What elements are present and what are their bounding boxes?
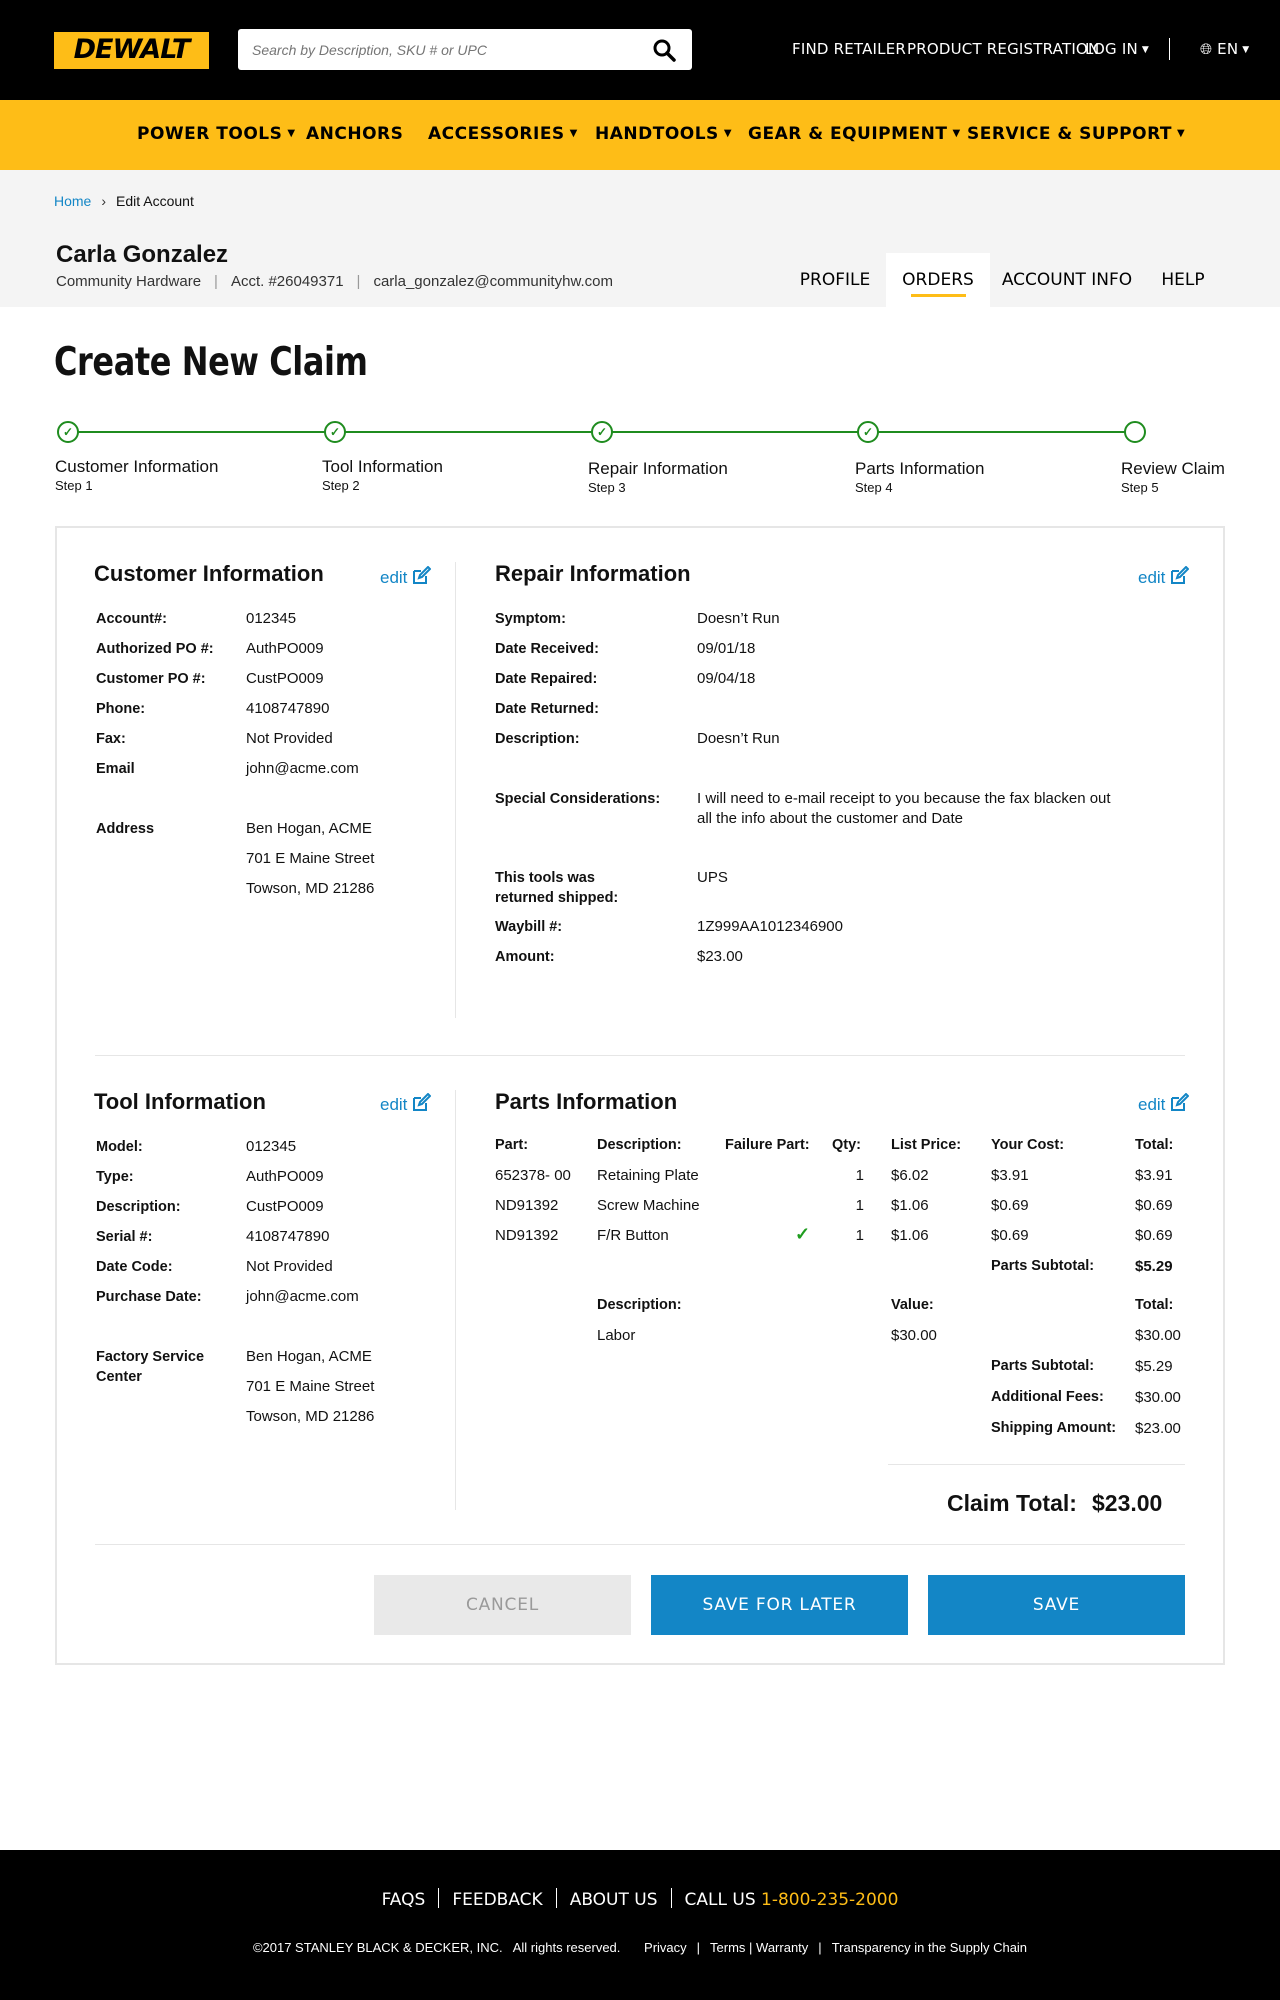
part-description: Retaining Plate (597, 1167, 699, 1184)
field-value: john@acme.com (246, 1288, 359, 1305)
field-label: Amount: (495, 949, 555, 965)
address-line: Towson, MD 21286 (246, 1408, 375, 1425)
account-company: Community Hardware (56, 273, 202, 290)
address-line: Towson, MD 21286 (246, 880, 375, 897)
field-value: 4108747890 (246, 700, 330, 717)
cancel-button[interactable]: CANCEL (374, 1575, 631, 1635)
account-meta (56, 273, 613, 290)
field-value: Doesn’t Run (697, 730, 780, 747)
labor-col-total: Total: (1135, 1297, 1174, 1313)
footer-phone-link[interactable]: 1-800-235-2000 (761, 1890, 899, 1910)
step-3-check-icon[interactable]: ✓ (591, 421, 613, 443)
address-line: 701 E Maine Street (246, 850, 375, 867)
field-label: Type: (96, 1169, 134, 1185)
part-qty: 1 (855, 1197, 864, 1214)
field-label: Purchase Date: (96, 1289, 202, 1305)
field-value: 09/04/18 (697, 670, 756, 687)
failure-check-icon: ✓ (795, 1224, 811, 1244)
step-3-label: Repair Information (588, 459, 728, 478)
edit-parts-link[interactable]: edit (1138, 1093, 1189, 1115)
account-email: carla_gonzalez@communityhw.com (373, 273, 613, 290)
chevron-down-icon: ▼ (723, 128, 733, 139)
step-4-label: Parts Information (855, 459, 985, 478)
part-list-price: $1.06 (891, 1227, 929, 1244)
col-list-price: List Price: (891, 1137, 962, 1153)
footer-links (0, 1888, 1280, 1910)
product-registration-link[interactable]: PRODUCT REGISTRATION (907, 40, 1100, 58)
edit-repair-link[interactable]: edit (1138, 566, 1189, 588)
field-label: Serial #: (96, 1229, 153, 1245)
save-for-later-button[interactable]: SAVE FOR LATER (651, 1575, 908, 1635)
nav-anchors[interactable]: ANCHORS (306, 124, 404, 144)
field-label: Factory Service (96, 1349, 205, 1365)
part-qty: 1 (855, 1227, 864, 1244)
total-divider (888, 1464, 1185, 1465)
col-your-cost: Your Cost: (991, 1137, 1065, 1153)
nav-accessories[interactable]: ACCESSORIES ▼ (428, 124, 578, 144)
part-cost: $0.69 (991, 1227, 1029, 1244)
footer-separator (556, 1888, 557, 1908)
field-label: Waybill #: (495, 919, 563, 935)
edit-icon (1169, 566, 1189, 586)
field-label: returned shipped: (495, 890, 619, 906)
field-label: Address (96, 821, 155, 837)
parts-info-title: Parts Information (495, 1089, 678, 1114)
step-4-sub: Step 4 (855, 480, 893, 495)
footer-about-link[interactable]: ABOUT US (569, 1890, 658, 1910)
step-5-label: Review Claim (1121, 459, 1225, 478)
field-label: Date Received: (495, 641, 599, 657)
parts-subtotal-label: Parts Subtotal: (991, 1258, 1095, 1274)
field-label: Fax: (96, 731, 126, 747)
tab-orders[interactable]: ORDERS (886, 253, 990, 307)
edit-customer-link[interactable]: edit (380, 566, 431, 588)
breadcrumb (54, 193, 194, 209)
column-divider (455, 1090, 456, 1510)
customer-info-title: Customer Information (94, 561, 324, 586)
page-title: Create New Claim (54, 340, 368, 385)
step-5-sub: Step 5 (1121, 480, 1159, 495)
summary-value: $5.29 (1135, 1358, 1173, 1375)
section-divider (95, 1055, 1185, 1056)
claim-total-label: Claim Total: (947, 1490, 1077, 1516)
field-label: Date Repaired: (495, 671, 598, 687)
field-value: 012345 (246, 1138, 297, 1155)
step-2-label: Tool Information (322, 457, 443, 476)
language-menu[interactable]: 🌐︎ EN ▼ (1200, 40, 1250, 58)
col-description: Description: (597, 1137, 682, 1153)
globe-icon: 🌐︎ (1200, 40, 1213, 58)
step-5-circle-icon[interactable] (1124, 421, 1146, 443)
field-label: Account#: (96, 611, 167, 627)
part-description: Screw Machine (597, 1197, 700, 1214)
field-label: Phone: (96, 701, 146, 717)
step-1-check-icon[interactable]: ✓ (57, 421, 79, 443)
edit-tool-link[interactable]: edit (380, 1093, 431, 1115)
field-value: Not Provided (246, 1258, 333, 1275)
header-divider (1169, 38, 1170, 60)
edit-icon (411, 566, 431, 586)
col-failure: Failure Part: (725, 1137, 810, 1153)
part-list-price: $6.02 (891, 1167, 929, 1184)
part-total: $0.69 (1135, 1227, 1173, 1244)
part-number: 652378- 00 (495, 1167, 571, 1184)
breadcrumb-current: Edit Account (116, 193, 194, 209)
footer-separator (438, 1888, 439, 1908)
labor-col-value: Value: (891, 1297, 934, 1313)
part-total: $3.91 (1135, 1167, 1173, 1184)
tab-account-info[interactable]: ACCOUNT INFO (1001, 270, 1133, 290)
step-2-sub: Step 2 (322, 478, 360, 493)
part-number: ND91392 (495, 1227, 559, 1244)
field-value: UPS (697, 869, 728, 886)
part-total: $0.69 (1135, 1197, 1173, 1214)
address-line: Ben Hogan, ACME (246, 1348, 372, 1365)
nav-power-tools[interactable]: POWER TOOLS ▼ (137, 124, 296, 144)
field-label: Center (96, 1369, 142, 1385)
repair-info-title: Repair Information (495, 561, 691, 586)
field-label: Email (96, 761, 135, 777)
field-label: Symptom: (495, 611, 566, 627)
field-label: This tools was (495, 870, 595, 886)
parts-subtotal-value: $5.29 (1135, 1258, 1173, 1275)
edit-icon (411, 1093, 431, 1113)
step-2-check-icon[interactable]: ✓ (324, 421, 346, 443)
login-menu[interactable]: LOG IN ▼ (1085, 40, 1149, 58)
field-value: $23.00 (697, 948, 743, 965)
field-label: Special Considerations: (495, 791, 661, 807)
field-value: CustPO009 (246, 1198, 324, 1215)
step-3-sub: Step 3 (588, 480, 626, 495)
footer-call-label: CALL US (684, 1890, 756, 1910)
summary-label: Parts Subtotal: (991, 1358, 1095, 1374)
account-name: Carla Gonzalez (56, 241, 229, 268)
step-1-sub: Step 1 (55, 478, 93, 493)
chevron-down-icon: ▼ (1242, 45, 1250, 55)
active-tab-underline (911, 294, 966, 297)
footer-separator (671, 1888, 672, 1908)
labor-value: $30.00 (891, 1327, 937, 1344)
field-value: john@acme.com (246, 760, 359, 777)
field-label: Date Code: (96, 1259, 173, 1275)
field-label: Date Returned: (495, 701, 599, 717)
privacy-link[interactable]: Privacy (644, 1940, 687, 1955)
footer-legal: ©2017 STANLEY BLACK & DECKER, INC. All rights reserved. Privacy | Terms | Warranty | Transparency in the Supply Chain (252, 1940, 1028, 1955)
nav-gear-equipment[interactable]: GEAR & EQUIPMENT ▼ (748, 124, 961, 144)
footer-feedback-link[interactable]: FEEDBACK (452, 1890, 543, 1910)
part-cost: $0.69 (991, 1197, 1029, 1214)
nav-handtools[interactable]: HANDTOOLS ▼ (595, 124, 733, 144)
part-number: ND91392 (495, 1197, 559, 1214)
search-input[interactable] (238, 29, 628, 70)
claim-total-value: $23.00 (1092, 1490, 1163, 1516)
main-nav (0, 100, 1280, 170)
part-description: F/R Button (597, 1227, 669, 1244)
field-value: 4108747890 (246, 1228, 330, 1245)
breadcrumb-separator: › (101, 193, 107, 209)
tab-help[interactable]: HELP (1161, 270, 1205, 290)
tab-profile[interactable]: PROFILE (799, 270, 871, 290)
part-cost: $3.91 (991, 1167, 1029, 1184)
chevron-down-icon: ▼ (569, 128, 578, 139)
field-label: Description: (96, 1199, 181, 1215)
field-value: CustPO009 (246, 670, 324, 687)
footer-faqs-link[interactable]: FAQS (381, 1890, 426, 1910)
dewalt-logo[interactable]: DEWALT (54, 32, 209, 69)
search-box (238, 29, 692, 70)
address-line: 701 E Maine Street (246, 1378, 375, 1395)
special-considerations: I will need to e-mail receipt to you because the fax blacken out all the info about the customer and Date (697, 790, 1111, 827)
meta-separator: | (356, 273, 361, 290)
col-total: Total: (1135, 1137, 1174, 1153)
field-label: Authorized PO #: (96, 641, 214, 657)
section-divider (95, 1544, 1185, 1545)
field-value: 09/01/18 (697, 640, 756, 657)
col-part: Part: (495, 1137, 529, 1153)
labor-total: $30.00 (1135, 1327, 1181, 1344)
footer (0, 1850, 1280, 2000)
transparency-link[interactable]: Transparency in the Supply Chain (831, 1940, 1028, 1955)
field-value: 012345 (246, 610, 297, 627)
find-retailer-link[interactable]: FIND RETAILER (792, 40, 907, 58)
nav-service-support[interactable]: SERVICE & SUPPORT ▼ (967, 124, 1186, 144)
summary-value: $30.00 (1135, 1389, 1181, 1406)
column-divider (455, 562, 456, 1018)
edit-icon (1169, 1093, 1189, 1113)
labor-col-description: Description: (597, 1297, 682, 1313)
chevron-down-icon: ▼ (1141, 45, 1149, 55)
part-list-price: $1.06 (891, 1197, 929, 1214)
step-4-check-icon[interactable]: ✓ (857, 421, 879, 443)
field-label: Customer PO #: (96, 671, 206, 687)
field-value: Doesn’t Run (697, 610, 780, 627)
account-number: Acct. #26049371 (230, 273, 344, 290)
save-button[interactable]: SAVE (928, 1575, 1185, 1635)
field-value: 1Z999AA1012346900 (697, 918, 843, 935)
field-label: Model: (96, 1139, 143, 1155)
col-qty: Qty: (832, 1137, 861, 1153)
meta-separator: | (214, 273, 218, 290)
search-icon[interactable] (652, 38, 676, 62)
summary-value: $23.00 (1135, 1420, 1181, 1437)
step-1-label: Customer Information (55, 457, 219, 476)
chevron-down-icon: ▼ (287, 128, 296, 139)
terms-warranty-link[interactable]: Terms | Warranty (710, 1940, 809, 1955)
breadcrumb-home[interactable]: Home (54, 193, 92, 209)
labor-description: Labor (597, 1327, 636, 1344)
tool-info-title: Tool Information (94, 1089, 266, 1114)
copyright-text: ©2017 STANLEY BLACK & DECKER, INC. All rights reserved. (252, 1940, 621, 1955)
field-value: Not Provided (246, 730, 333, 747)
part-qty: 1 (855, 1167, 864, 1184)
summary-label: Shipping Amount: (991, 1420, 1117, 1436)
chevron-down-icon: ▼ (1177, 128, 1186, 139)
field-value: AuthPO009 (246, 1168, 324, 1185)
field-label: Description: (495, 731, 580, 747)
summary-label: Additional Fees: (991, 1389, 1104, 1405)
field-value: AuthPO009 (246, 640, 324, 657)
chevron-down-icon: ▼ (952, 128, 961, 139)
address-line: Ben Hogan, ACME (246, 820, 372, 837)
